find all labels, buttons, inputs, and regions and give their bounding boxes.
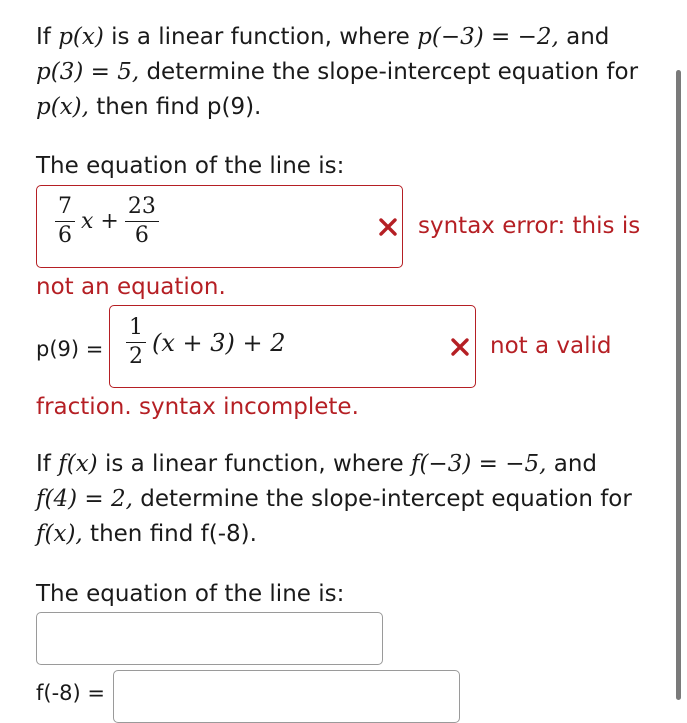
syntax-error-message-2-cont: fraction. syntax incomplete. bbox=[36, 394, 359, 420]
close-icon bbox=[378, 217, 398, 237]
line-equation-label-1: The equation of the line is: bbox=[36, 153, 345, 179]
p9-input[interactable]: $\frac{1}{2}$ (x + 3) + 2 bbox=[109, 305, 476, 388]
close-icon bbox=[450, 337, 470, 357]
line-equation-input-1[interactable]: $\frac{7}{6}$ x + $\frac{23}{6}$ bbox=[36, 185, 403, 268]
fraction-23-6: $\frac{23}{6}$ bbox=[125, 196, 159, 247]
problem-1-text: If p(x) is a linear function, where p(−3) = −2, and p(3) = 5, determine the slope-intercept equation for p(x), then find p(9). bbox=[36, 24, 639, 120]
f-8-label: f(-8) = bbox=[36, 681, 105, 705]
syntax-error-message-1: syntax error: this is bbox=[418, 213, 641, 239]
line-equation-label-2: The equation of the line is: bbox=[36, 581, 345, 607]
scrollbar[interactable] bbox=[676, 70, 681, 700]
syntax-error-message-2: not a valid bbox=[490, 333, 612, 359]
f-8-input[interactable] bbox=[113, 670, 460, 723]
p9-label: p(9) = bbox=[36, 337, 104, 361]
syntax-error-message-1-cont: not an equation. bbox=[36, 274, 226, 300]
fraction-1-2: $\frac{1}{2}$ bbox=[126, 317, 146, 368]
line-equation-input-2[interactable] bbox=[36, 612, 383, 665]
fraction-7-6: $\frac{7}{6}$ bbox=[55, 196, 75, 247]
problem-2-text: If f(x) is a linear function, where f(−3) = −5, and f(4) = 2, determine the slope-intercept equation for f(x), then find f(-8). bbox=[36, 451, 632, 547]
